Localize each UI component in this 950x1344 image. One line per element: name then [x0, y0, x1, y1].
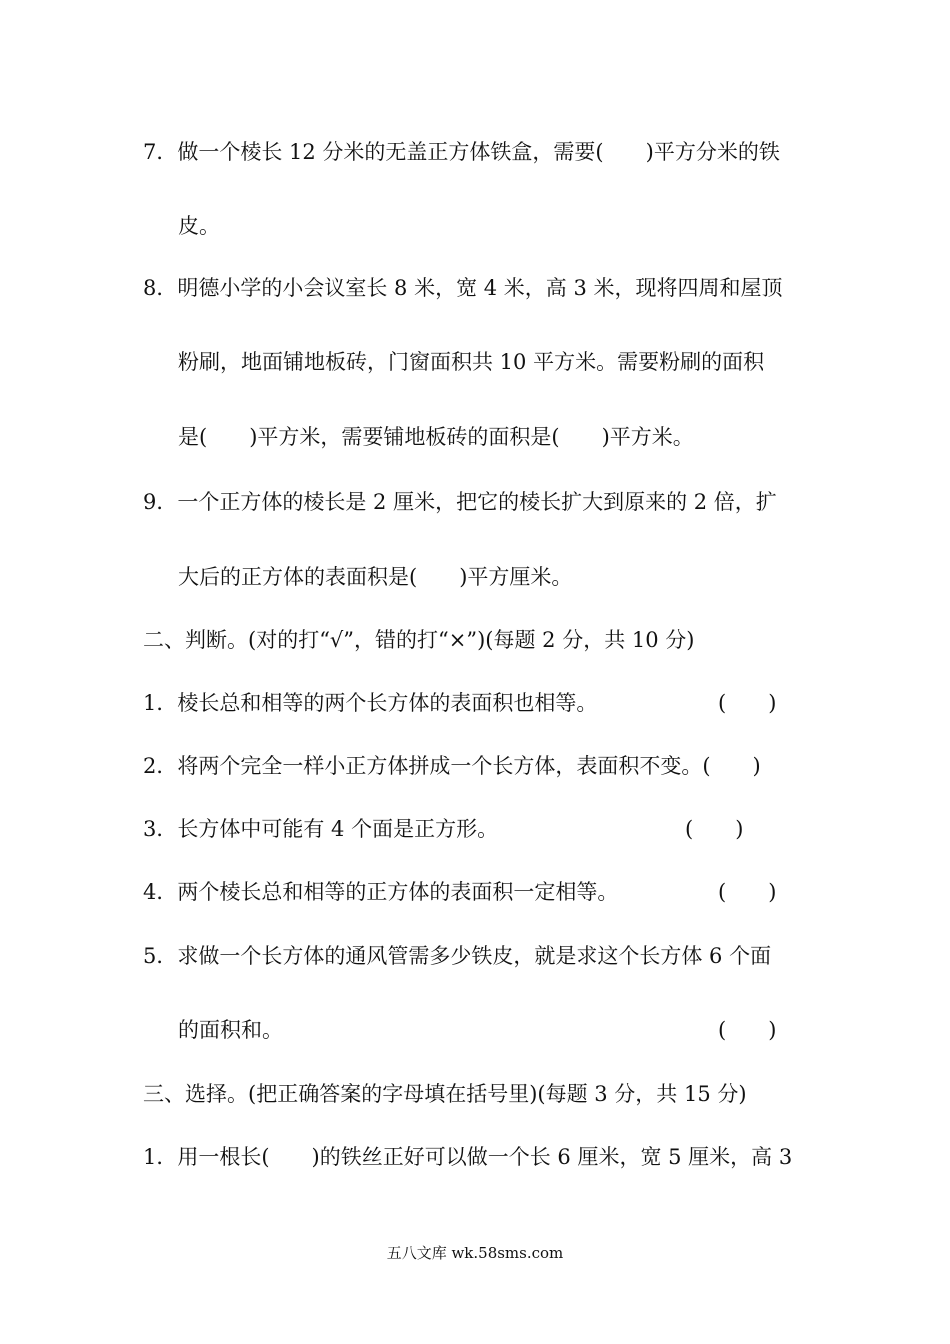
fill-q7-line2: 皮。: [178, 214, 220, 238]
fill-q8-line2: 粉刷，地面铺地板砖，门窗面积共 10 平方米。需要粉刷的面积: [178, 350, 765, 374]
judge-q5-line2: 的面积和。: [178, 1018, 283, 1042]
fill-q7-line1: 7．做一个棱长 12 分米的无盖正方体铁盒，需要( )平方分米的铁: [143, 140, 780, 164]
judge-q1-answer-paren: ( ): [718, 691, 777, 715]
judge-q5-line1: 5．求做一个长方体的通风管需多少铁皮，就是求这个长方体 6 个面: [143, 944, 772, 968]
judge-q1: 1．棱长总和相等的两个长方体的表面积也相等。: [143, 691, 598, 715]
judge-q4: 4．两个棱长总和相等的正方体的表面积一定相等。: [143, 880, 619, 904]
judge-q3: 3．长方体中可能有 4 个面是正方形。: [143, 817, 499, 841]
judge-q4-answer-paren: ( ): [718, 880, 777, 904]
judge-q2: 2．将两个完全一样小正方体拼成一个长方体，表面积不变。( ): [143, 754, 761, 778]
judge-q5-answer-paren: ( ): [718, 1018, 777, 1042]
judge-section-heading: 二、判断。(对的打“√”，错的打“×”)(每题 2 分，共 10 分): [143, 628, 695, 652]
judge-q3-answer-paren: ( ): [685, 817, 744, 841]
choice-section-heading: 三、选择。(把正确答案的字母填在括号里)(每题 3 分，共 15 分): [143, 1082, 747, 1106]
fill-q9-line2: 大后的正方体的表面积是( )平方厘米。: [178, 565, 573, 589]
footer-watermark: 五八文库 wk.58sms.com: [386, 1244, 564, 1262]
fill-q8-line3: 是( )平方米，需要铺地板砖的面积是( )平方米。: [178, 425, 694, 449]
fill-q8-line1: 8．明德小学的小会议室长 8 米，宽 4 米，高 3 米，现将四周和屋顶: [143, 276, 783, 300]
choice-q1-line1: 1．用一根长( )的铁丝正好可以做一个长 6 厘米，宽 5 厘米，高 3: [143, 1145, 793, 1169]
fill-q9-line1: 9．一个正方体的棱长是 2 厘米，把它的棱长扩大到原来的 2 倍，扩: [143, 490, 777, 514]
